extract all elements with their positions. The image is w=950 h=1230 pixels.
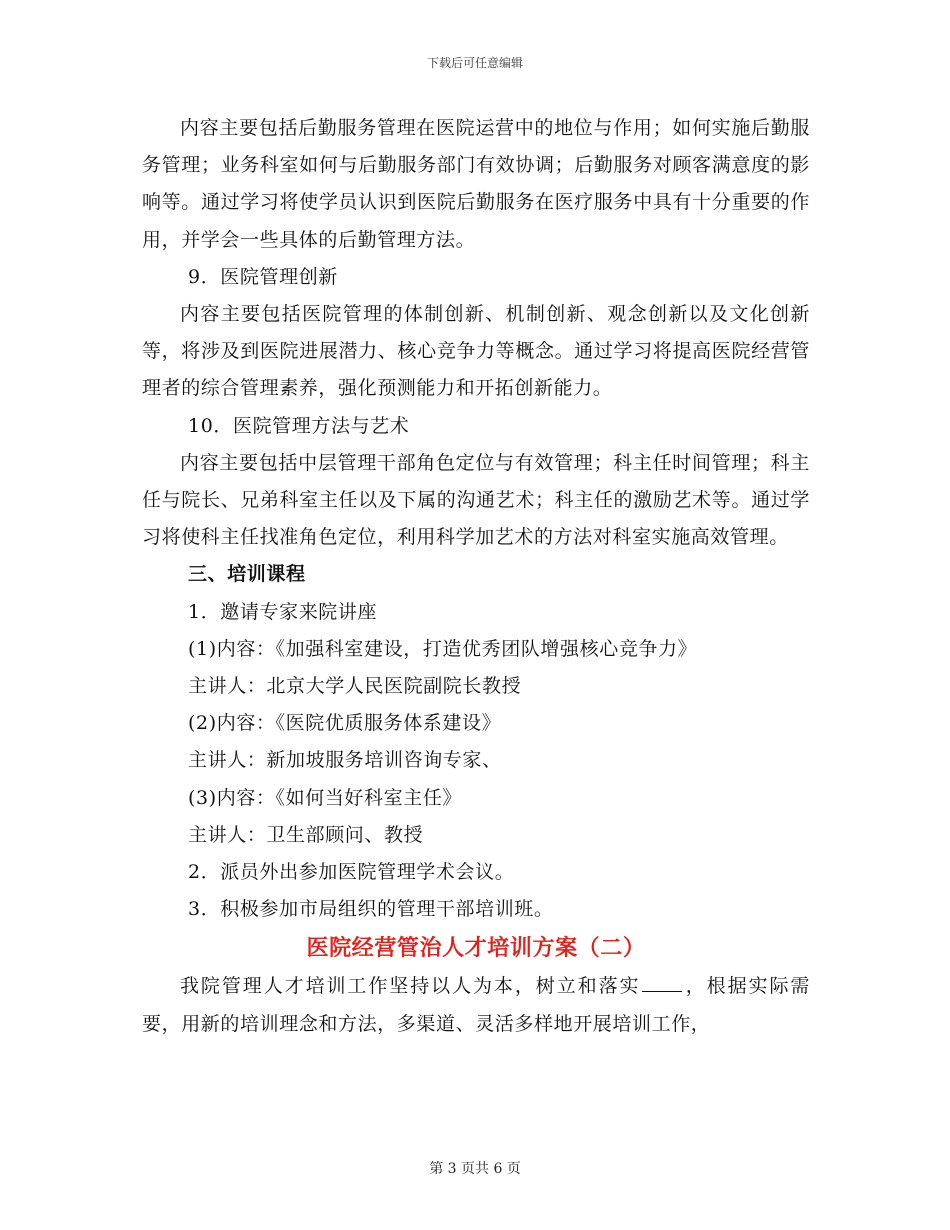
section-title-plan-two: 医院经营管治人才培训方案（二） [306,935,646,962]
document-body [142,110,810,1043]
intro-text-before: 我院管理人才培训工作坚持以人为本，树立和落实 [180,975,641,998]
lecture-content-1: (1)内容：《加强科室建设，打造优秀团队增强核心竞争力》 [188,637,698,660]
page-header: 下载后可任意编辑 [426,56,523,70]
section-heading-courses: 三、培训课程 [188,563,306,586]
lecture-content-2: (2)内容：《医院优质服务体系建设》 [188,712,502,735]
lecture-speaker-3: 主讲人：卫生部顾问、教授 [188,823,424,846]
list-item-conferences: 2．派员外出参加医院管理学术会议。 [188,861,515,884]
paragraph-plan-two-intro [142,968,810,1042]
blank-fill-line [642,972,682,992]
list-item-training-class: 3．积极参加市局组织的管理干部培训班。 [188,898,554,921]
heading-methods-art: 10．医院管理方法与艺术 [188,414,410,437]
lecture-speaker-2: 主讲人：新加坡服务培训咨询专家、 [188,749,502,772]
intro-text-after: ，根据实际需要，用新的培训理念和方法，多渠道、灵活多样地开展培训工作， [142,975,810,1035]
lecture-speaker-1: 主讲人：北京大学人民医院副院长教授 [188,675,522,698]
paragraph-logistics: 内容主要包括后勤服务管理在医院运营中的地位与作用；如何实施后勤服务管理；业务科室如何与后勤服务部门有效协调；后勤服务对顾客满意度的影响等。通过学习将使学员认识到医院后勤服务在医疗服务中具有十分重要的作用，并学会一些具体的后勤管理方法。 [142,117,810,251]
list-item-lectures: 1．邀请专家来院讲座 [188,600,378,623]
lecture-content-3: (3)内容：《如何当好科室主任》 [188,786,463,809]
paragraph-innovation: 内容主要包括医院管理的体制创新、机制创新、观念创新以及文化创新等，将涉及到医院进展潜力、核心竞争力等概念。通过学习将提高医院经营管理者的综合管理素养，强化预测能力和开拓创新能力。 [142,303,810,400]
heading-innovation: 9．医院管理创新 [188,265,338,288]
page-footer: 第 3 页共 6 页 [429,1161,521,1177]
paragraph-methods-art: 内容主要包括中层管理干部角色定位与有效管理；科主任时间管理；科主任与院长、兄弟科室主任以及下属的沟通艺术；科主任的激励艺术等。通过学习将使科主任找准角色定位，利用科学加艺术的方法对科室实施高效管理。 [142,451,810,549]
